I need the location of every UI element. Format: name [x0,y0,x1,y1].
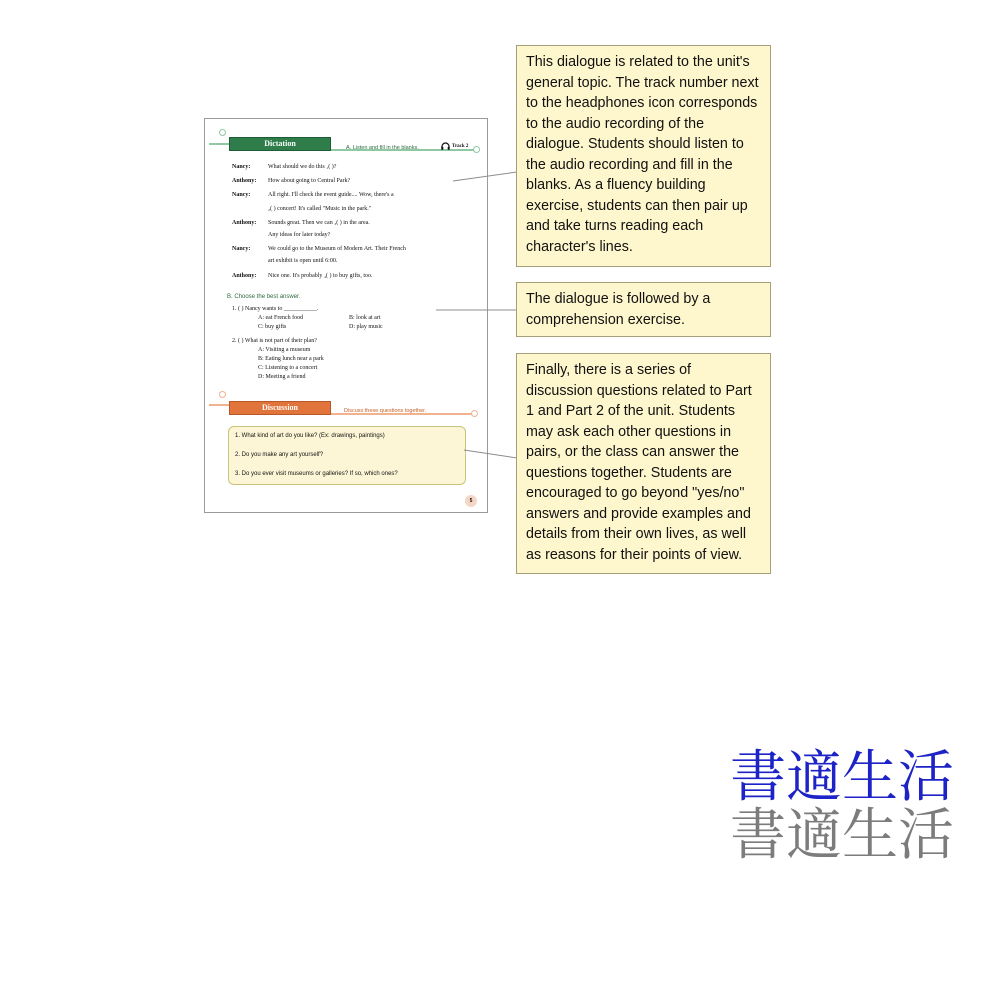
question-1-option-d: D: play music [349,324,383,330]
section-b-title: B. Choose the best answer. [227,294,301,300]
dialogue-text: Nice one. It's probably ₄( ) to buy gifts, too. [268,273,373,279]
dialogue-text: We could go to the Museum of Modern Art. Their French [268,246,406,252]
speaker-name: Nancy: [232,164,251,170]
question-2-option-a: A: Visiting a museum [258,347,311,353]
dictation-deco-line [209,143,229,145]
question-2-stem: 2. ( ) What is not part of their plan? [232,338,317,344]
dialogue-text: ₂( ) concert! It's called "Music in the park." [268,206,372,212]
callout-dialogue: This dialogue is related to the unit's general topic. The track number next to the headphones icon corresponds to the audio recording of the dialogue. Students should listen to the audio recording and fill in the blanks. As a fluency building exercise, students can then pair up and take turns reading each character's lines. [516,45,771,267]
discussion-deco-circle [471,410,478,417]
speaker-name: Nancy: [232,246,251,252]
question-1-option-a: A: eat French food [258,315,304,321]
question-2-option-c: C: Listening to a concert [258,365,318,371]
callout-discussion: Finally, there is a series of discussion questions related to Part 1 and Part 2 of the unit. Students may ask each other questions in pairs, or the class can answer the questions together. Students are encouraged to go beyond "yes/no" answers and provide examples and details from their own lives, as well as reasons for their points of view. [516,353,771,574]
track-label: Track 2 [452,144,469,149]
dialogue-text: All right. I'll check the event guide.... Wow, there's a [268,192,394,198]
watermark-text-gray: 書適生活 [730,803,954,868]
dictation-deco-circle [473,146,480,153]
page-number: 5 [465,495,477,507]
watermark-text-blue: 書適生活 [730,745,954,810]
dialogue-text: art exhibit is open until 6:00. [268,258,338,264]
speaker-name: Anthony: [232,220,257,226]
callout-comprehension: The dialogue is followed by a comprehension exercise. [516,282,771,337]
textbook-page [204,118,488,513]
speaker-name: Anthony: [232,273,257,279]
question-1-option-c: C: buy gifts [258,324,287,330]
dialogue-text: Any ideas for later today? [268,232,331,238]
dictation-deco-circle [219,129,226,136]
discussion-question: 1. What kind of art do you like? (Ex: drawings, paintings) [235,433,385,439]
discussion-banner: Discussion [229,401,331,415]
discussion-instruction: Discuss these questions together. [344,408,427,414]
discussion-deco-line [209,404,229,406]
discussion-deco-circle [219,391,226,398]
dictation-banner: Dictation [229,137,331,151]
discussion-questions-box [228,426,466,485]
dialogue-text: Sounds great. Then we can ₃( ) in the area. [268,220,370,226]
discussion-question: 2. Do you make any art yourself? [235,452,324,458]
dialogue-text: What should we do this ₁( )? [268,164,337,170]
question-2-option-d: D: Meeting a friend [258,374,306,380]
headphones-icon [441,142,450,150]
speaker-name: Nancy: [232,192,251,198]
dialogue-text: How about going to Central Park? [268,178,351,184]
question-2-option-b: B: Eating lunch near a park [258,356,324,362]
question-1-stem: 1. ( ) Nancy wants to ___________. [232,306,319,312]
speaker-name: Anthony: [232,178,257,184]
section-a-instruction: A. Listen and fill in the blanks. [346,145,419,151]
discussion-question: 3. Do you ever visit museums or galleries? If so, which ones? [235,471,398,477]
question-1-option-b: B: look at art [349,315,381,321]
